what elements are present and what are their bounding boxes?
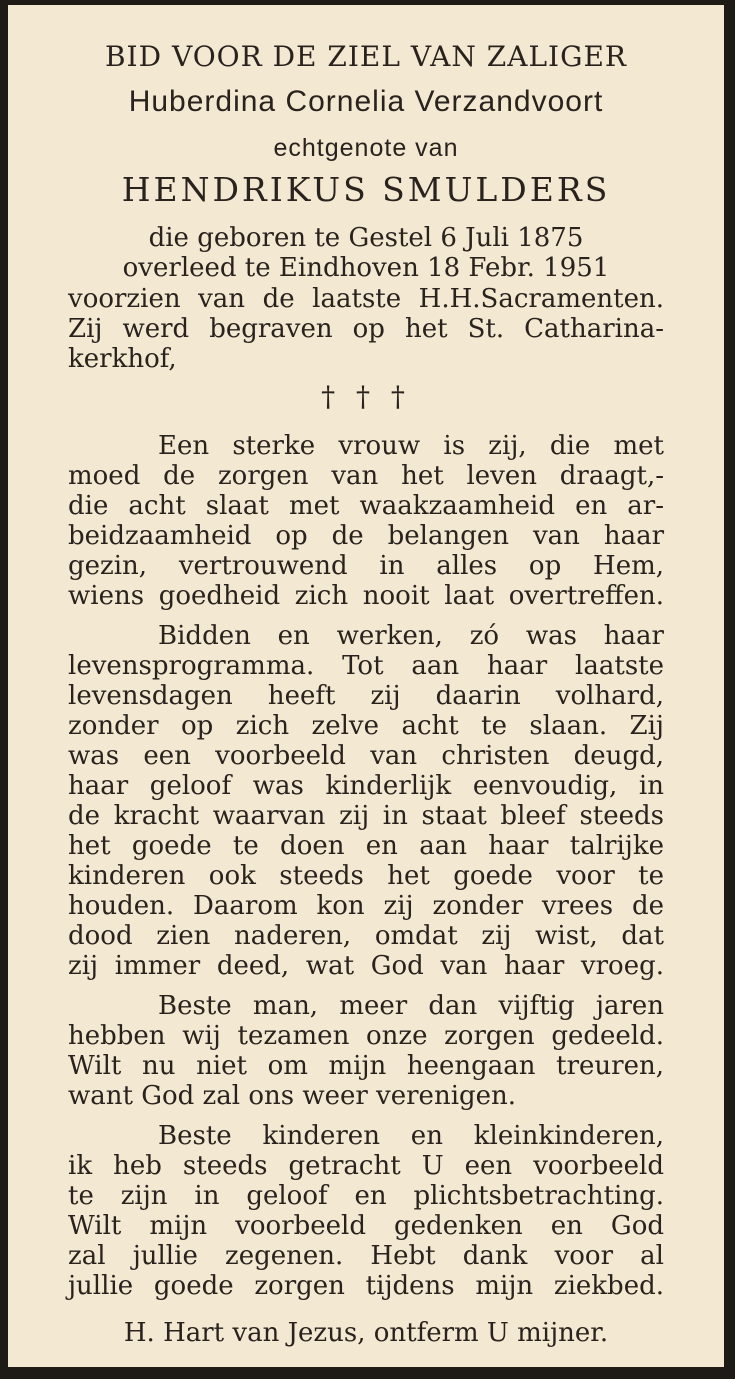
prayer-heading: BID VOOR DE ZIEL VAN ZALIGER bbox=[104, 40, 627, 73]
text-line: Beste man, meer dan vijftig jaren bbox=[158, 991, 664, 1021]
burial-line-end: kerkhof, bbox=[68, 344, 177, 374]
burial-line: Zij werd begraven op het St. Catharina- bbox=[68, 314, 664, 344]
cross-symbols: † † † bbox=[321, 380, 411, 413]
text-line: zal jullie zegenen. Hebt dank voor al bbox=[68, 1241, 664, 1271]
text-line: Een sterke vrouw is zij, die met bbox=[158, 431, 664, 461]
spouse-name: HENDRIKUS SMULDERS bbox=[121, 170, 611, 209]
text-line: jullie goede zorgen tijdens mijn ziekbed. bbox=[68, 1271, 664, 1301]
sacraments-line: voorzien van de laatste H.H.Sacramenten. bbox=[68, 284, 664, 314]
text-line: moed de zorgen van het leven draagt,- bbox=[68, 461, 664, 491]
text-line: Beste kinderen en kleinkinderen, bbox=[158, 1121, 664, 1151]
text-line: te zijn in geloof en plichtsbetrachting. bbox=[68, 1181, 664, 1211]
text-line: de kracht waarvan zij in staat bleef steeds bbox=[68, 801, 664, 831]
text-line: haar geloof was kinderlijk eenvoudig, in bbox=[68, 771, 664, 801]
text-line: hebben wij tezamen onze zorgen gedeeld. bbox=[68, 1021, 664, 1051]
text-line: zij immer deed, wat God van haar vroeg. bbox=[68, 951, 664, 981]
birth-line: die geboren te Gestel 6 Juli 1875 bbox=[148, 223, 584, 253]
text-line: gezin, vertrouwend in alles op Hem, bbox=[68, 551, 664, 581]
text-line: Bidden en werken, zó was haar bbox=[158, 621, 664, 651]
text-line: ik heb steeds getracht U een voorbeeld bbox=[68, 1151, 664, 1181]
text-line: beidzaamheid op de belangen van haar bbox=[68, 521, 664, 551]
text-line: kinderen ook steeds het goede voor te bbox=[68, 861, 664, 891]
text-line: die acht slaat met waakzaamheid en ar- bbox=[68, 491, 664, 521]
text-line: want God zal ons weer verenigen. bbox=[68, 1081, 517, 1111]
death-line: overleed te Eindhoven 18 Febr. 1951 bbox=[122, 253, 610, 283]
text-line: Wilt nu niet om mijn heengaan treuren, bbox=[68, 1051, 664, 1081]
text-line: dood zien naderen, omdat zij wist, dat bbox=[68, 921, 664, 951]
text-line: wiens goedheid zich nooit laat overtreffen. bbox=[68, 581, 664, 611]
text-line: zonder op zich zelve acht te slaan. Zij bbox=[68, 711, 664, 741]
spouse-intro: echtgenote van bbox=[273, 134, 459, 162]
text-line: houden. Daarom kon zij zonder vrees de bbox=[68, 891, 664, 921]
closing-invocation: H. Hart van Jezus, ontferm U mijner. bbox=[123, 1318, 609, 1348]
memorial-card bbox=[8, 5, 724, 1367]
text-line: was een voorbeeld van christen deugd, bbox=[68, 741, 664, 771]
text-line: levensprogramma. Tot aan haar laatste bbox=[68, 651, 664, 681]
text-line: het goede te doen en aan haar talrijke bbox=[68, 831, 664, 861]
deceased-name: Huberdina Cornelia Verzandvoort bbox=[128, 85, 604, 118]
text-line: Wilt mijn voorbeeld gedenken en God bbox=[68, 1211, 664, 1241]
text-line: levensdagen heeft zij daarin volhard, bbox=[68, 681, 664, 711]
